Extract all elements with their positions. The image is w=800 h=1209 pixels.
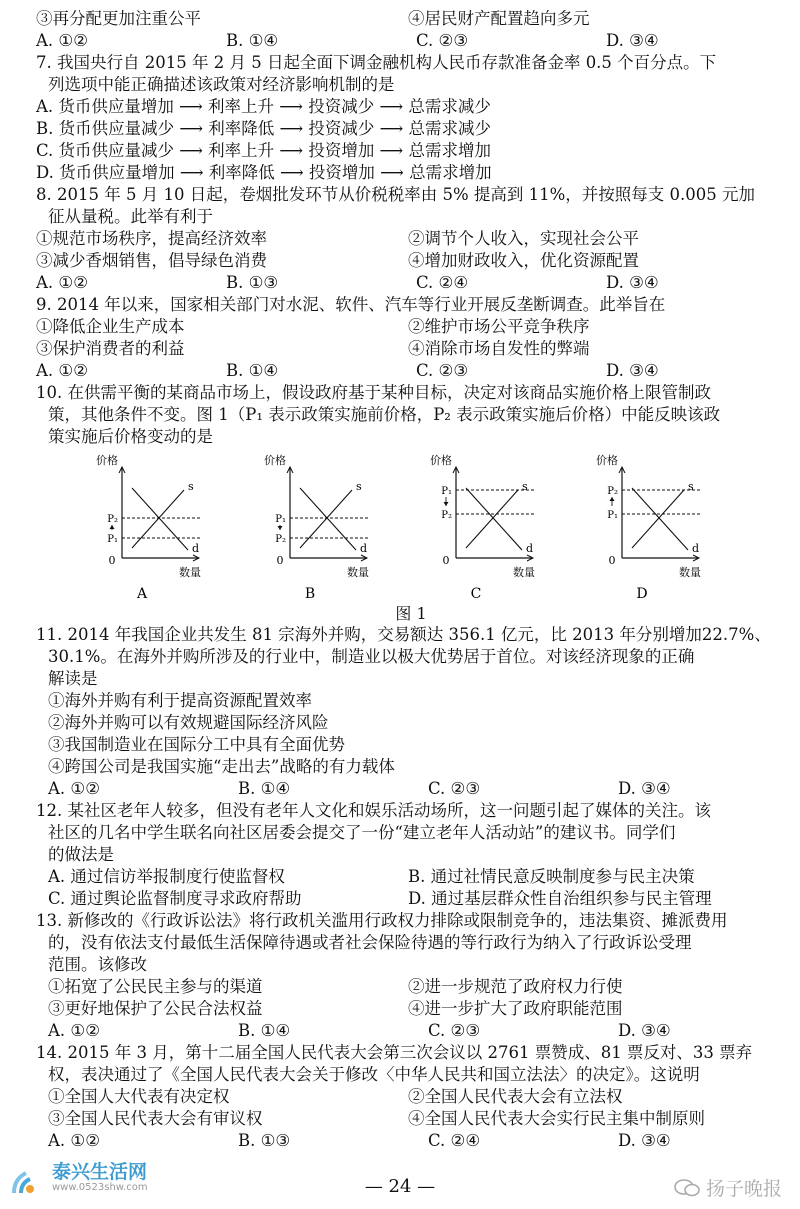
watermark-logo-right [674,1174,782,1201]
question-stem: 14. 2015 年 3 月，第十二届全国人民代表大会第三次会议以 2761 票赞成、81 票反对、33 票弃 [36,1043,753,1062]
site-logo-url: www.0523shw.com [52,1182,148,1193]
y-axis-label: 价格 [596,454,618,467]
answer-option: D. 货币供应量增加 ⟶ 利率降低 ⟶ 投资增加 ⟶ 总需求增加 [36,163,492,182]
arrow-head [110,525,115,529]
question-stem: 的，没有依法支付最低生活保障待遇或者社会保险待遇的等行政行为纳入了行政诉讼受理 [48,933,692,952]
answer-option: C. ②④ [416,273,469,292]
price-label-upper: P₂ [607,486,618,497]
question-stem: 30.1%。在海外并购所涉及的行业中，制造业以极大优势居于首位。对该经济现象的正确 [48,647,695,666]
question-8 [36,184,786,294]
item: ③更好地保护了公民合法权益 [48,999,263,1018]
supply-curve [466,490,518,548]
answer-option: D. ③④ [618,1131,671,1150]
question-stem: 范围。该修改 [48,955,147,974]
panel-letter: D [636,586,648,600]
exam-page [36,8,786,1152]
answer-option: B. ①④ [238,779,291,798]
figure-panel-d [580,450,701,600]
panel-letter: A [136,586,148,600]
answer-option: A. ①② [48,1021,100,1040]
y-axis-label: 价格 [96,454,118,467]
item: ①拓宽了公民民主参与的渠道 [48,977,263,996]
question-stem: 的做法是 [48,845,114,864]
supply-label: s [522,480,528,493]
demand-label: d [526,542,534,555]
item: ④消除市场自发性的弊端 [408,339,590,358]
figure-panel-b [248,450,369,600]
panel-letter: C [470,586,482,600]
demand-label: d [360,542,368,555]
price-label-lower: P₂ [441,510,452,521]
question-stem: 12. 某社区老年人较多，但没有老年人文化和娱乐活动场所，这一问题引起了媒体的关注。该 [36,801,711,820]
demand-label: d [192,542,200,555]
item: ①降低企业生产成本 [36,317,185,336]
item: ③保护消费者的利益 [36,339,185,358]
item: ①全国人大代表有决定权 [48,1087,230,1106]
answer-option: C. 通过舆论监督制度寻求政府帮助 [48,889,302,908]
arrow-head [444,502,449,506]
y-axis-label: 价格 [264,454,286,467]
x-axis-label: 数量 [347,566,369,579]
price-label-lower: P₁ [607,510,618,521]
answer-option: C. ②③ [416,361,469,380]
supply-curve [632,490,684,548]
supply-label: s [188,480,194,493]
price-label-upper: P₁ [441,486,452,497]
question-stem: 11. 2014 年我国企业共发生 81 宗海外并购，交易额达 356.1 亿元，比 2013 年分别增加22.7%、 [36,625,771,644]
question-stem: 列选项中能正确描述该政策对经济影响机制的是 [48,75,395,94]
origin-label: 0 [276,554,284,567]
item: ④跨国公司是我国实施“走出去”战略的有力载体 [48,757,395,776]
site-logo-name: 泰兴生活网 [52,1161,148,1183]
question-stem: 权，表决通过了《全国人民代表大会关于修改〈中华人民共和国立法法〉的决定》。这说明 [48,1065,700,1084]
answer-option: C. ②③ [428,779,481,798]
carryover-answers [36,30,786,52]
question-stem: 社区的几名中学生联名向社区居委会提交了一份“建立老年人活动站”的建议书。同学们 [48,823,676,842]
demand-label: d [692,542,700,555]
arrow-head [278,526,283,530]
answer-option: B. ①③ [226,273,279,292]
question-10 [36,382,786,624]
price-label-lower: P₁ [107,534,118,545]
answer-option: B. 通过社情民意反映制度参与民主决策 [408,867,695,886]
origin-label: 0 [108,554,116,567]
question-stem: 7. 我国央行自 2015 年 2 月 5 日起全面下调金融机构人民币存款准备金率 0.5 个百分点。下 [36,53,717,72]
item: ②海外并购可以有效规避国际经济风险 [48,713,329,732]
panel-letter: B [304,586,316,600]
price-label-upper: P₂ [107,514,118,525]
item: ④全国人民代表大会实行民主集中制原则 [408,1109,705,1128]
x-axis-label: 数量 [513,566,535,579]
arrow-head [610,497,615,501]
answer-option: D. ③④ [618,1021,671,1040]
answer-option: D. ③④ [606,361,659,380]
watermark-name: 扬子晚报 [705,1178,782,1200]
question-12 [36,800,786,910]
item: ②维护市场公平竞争秩序 [408,317,590,336]
question-stem: 策实施后价格变动的是 [48,427,213,446]
answer-option: C. ②④ [428,1131,481,1150]
price-label-lower: P₂ [275,534,286,545]
x-axis-label: 数量 [179,566,201,579]
supply-label: s [688,480,694,493]
item: ①规范市场秩序，提高经济效率 [36,229,267,248]
answer-option: B. 货币供应量减少 ⟶ 利率降低 ⟶ 投资减少 ⟶ 总需求减少 [36,119,492,138]
chat-bubble-icon [674,1177,700,1199]
answer-option: C. ②③ [416,31,469,50]
price-label-upper: P₁ [275,514,286,525]
question-stem: 13. 新修改的《行政诉讼法》将行政机关滥用行政权力排除或限制竞争的，违法集资、摊派费用 [36,911,728,930]
supply-curve [300,490,352,548]
figure-1 [36,450,786,610]
answer-option: A. ①② [48,1131,100,1150]
demand-curve [632,488,688,550]
carryover-items [36,8,786,30]
answer-option: B. ①③ [238,1131,291,1150]
y-axis-label: 价格 [430,454,452,467]
answer-option: A. ①② [36,31,88,50]
answer-option: A. 通过信访举报制度行使监督权 [48,867,285,886]
answer-option: A. ①② [48,779,100,798]
figure-panel-a [80,450,201,600]
item: ③再分配更加注重公平 [36,9,201,28]
answer-option: D. ③④ [606,273,659,292]
answer-option: A. 货币供应量增加 ⟶ 利率上升 ⟶ 投资减少 ⟶ 总需求减少 [36,97,491,116]
answer-option: B. ①④ [238,1021,291,1040]
item: ②全国人民代表大会有立法权 [408,1087,623,1106]
supply-label: s [356,480,362,493]
question-7 [36,52,786,184]
figure-panel-c [414,450,535,600]
demand-curve [466,488,522,550]
answer-option: B. ①④ [226,31,279,50]
item: ④进一步扩大了政府职能范围 [408,999,623,1018]
supply-curve [132,490,184,548]
x-axis-label: 数量 [679,566,701,579]
question-stem: 解读是 [48,669,98,688]
answer-option: C. ②③ [428,1021,481,1040]
question-9 [36,294,786,382]
item: ②调节个人收入，实现社会公平 [408,229,639,248]
answer-option: A. ①② [36,361,88,380]
question-13 [36,910,786,1042]
demand-curve [300,488,356,550]
demand-curve [132,488,188,550]
item: ③减少香烟销售，倡导绿色消费 [36,251,267,270]
question-14 [36,1042,786,1152]
item: ④居民财产配置趋向多元 [408,9,590,28]
item: ③全国人民代表大会有审议权 [48,1109,263,1128]
question-stem: 8. 2015 年 5 月 10 日起，卷烟批发环节从价税税率由 5% 提高到 11%，并按照每支 0.005 元加 [36,185,756,204]
question-stem: 策，其他条件不变。图 1（P₁ 表示政策实施前价格，P₂ 表示政策实施后价格）中能反映该政 [48,405,721,424]
item: ②进一步规范了政府权力行使 [408,977,623,996]
figure-caption: 图 1 [395,604,427,623]
page-number: — 24 — [364,1176,436,1197]
answer-option: C. 货币供应量减少 ⟶ 利率上升 ⟶ 投资增加 ⟶ 总需求增加 [36,141,491,160]
question-11 [36,624,786,800]
answer-option: A. ①② [36,273,88,292]
origin-label: 0 [442,554,450,567]
item: ③我国制造业在国际分工中具有全面优势 [48,735,345,754]
item: ④增加财政收入，优化资源配置 [408,251,639,270]
question-stem: 征从量税。此举有利于 [48,207,213,226]
answer-option: D. ③④ [606,31,659,50]
question-stem: 9. 2014 年以来，国家相关部门对水泥、软件、汽车等行业开展反垄断调查。此举旨在 [36,295,666,314]
answer-option: D. 通过基层群众性自治组织参与民主管理 [408,889,712,908]
item: ①海外并购有利于提高资源配置效率 [48,691,312,710]
origin-label: 0 [608,554,616,567]
question-stem: 10. 在供需平衡的某商品市场上，假设政府基于某种目标，决定对该商品实施价格上限管制政 [36,383,711,402]
answer-option: D. ③④ [618,779,671,798]
answer-option: B. ①④ [226,361,279,380]
